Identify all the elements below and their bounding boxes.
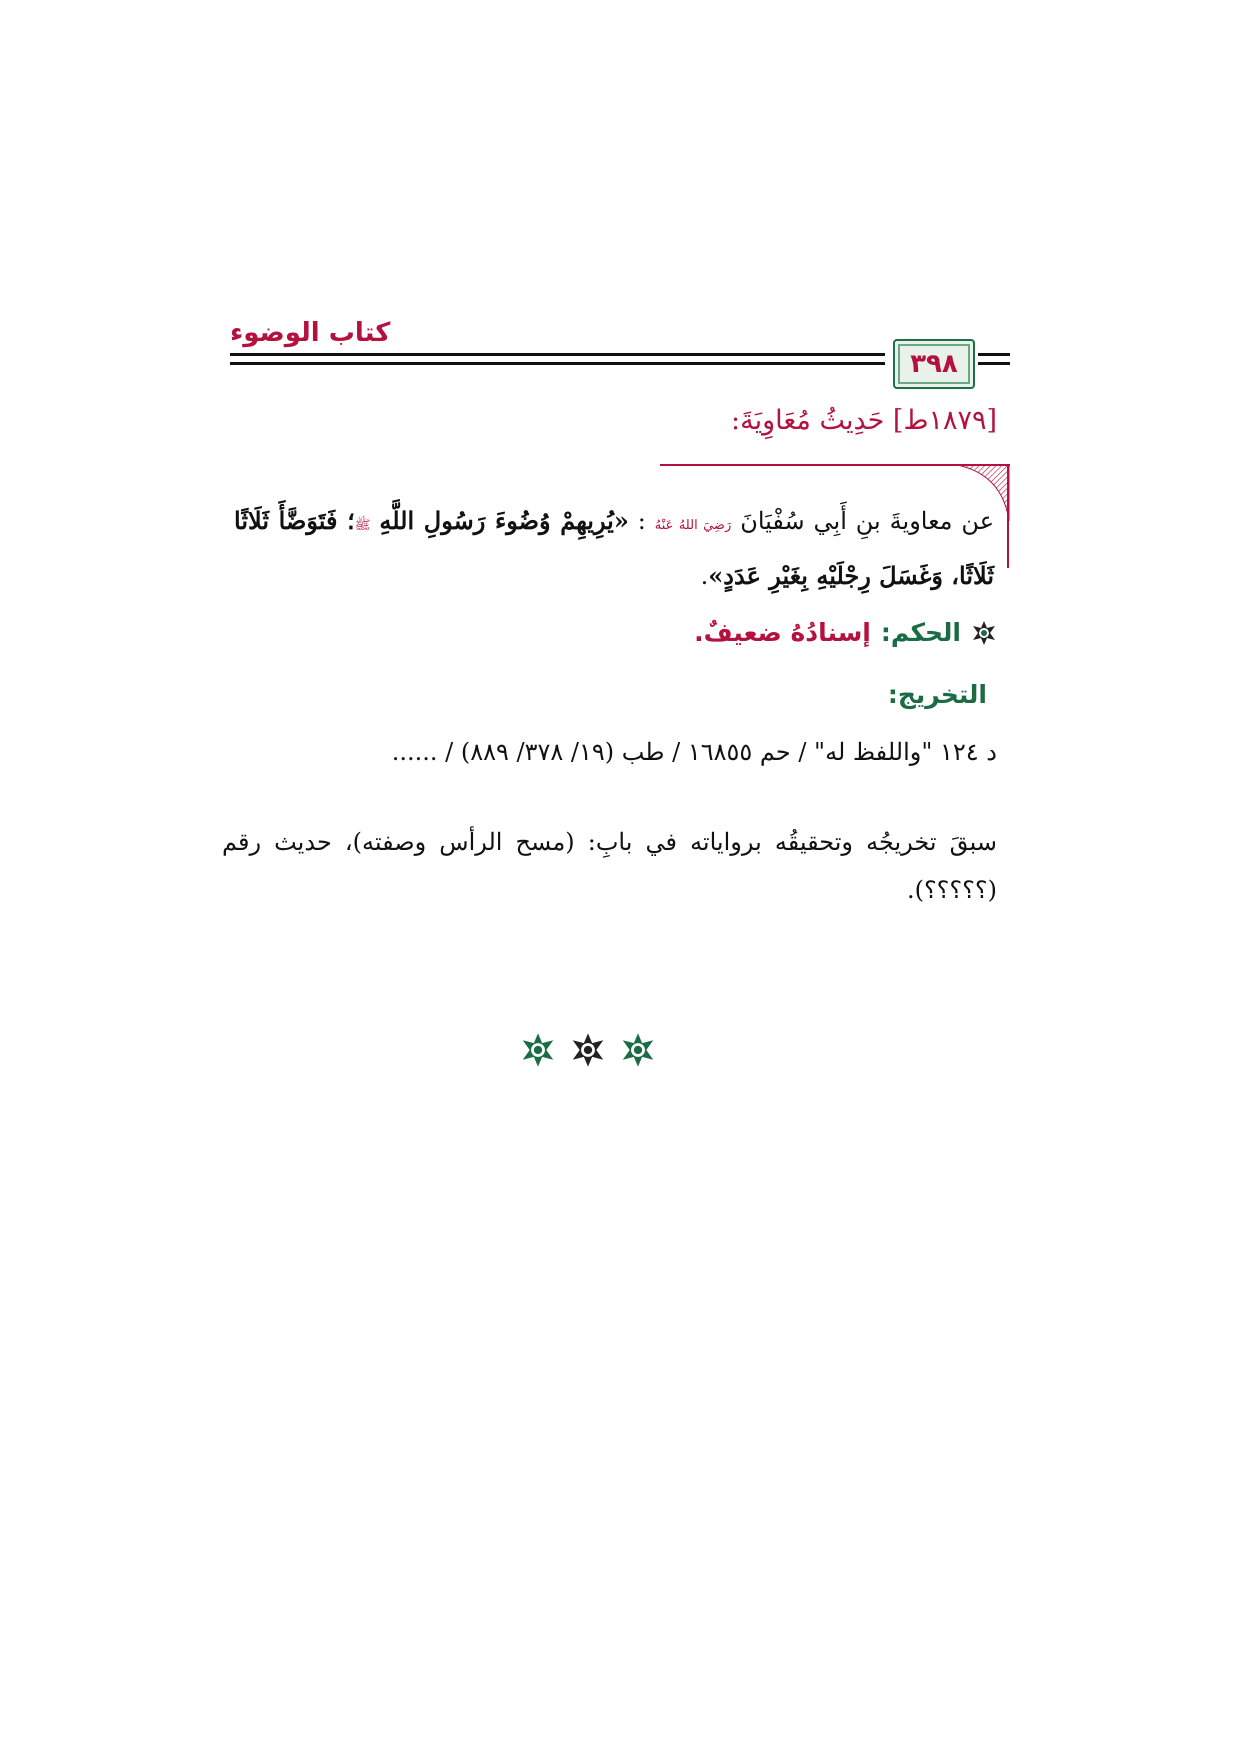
hadith-text (234, 496, 994, 601)
ornament-flower-icon (971, 620, 997, 646)
ruling-line (694, 618, 997, 647)
takhrij-sources (222, 728, 997, 776)
ruling-label: الحكم: (880, 618, 961, 647)
ornament-flower-icon (570, 1032, 606, 1068)
hadith-heading: [١٨٧٩ط] حَدِيثُ مُعَاوِيَةَ: (731, 405, 997, 436)
cross-reference: سبقَ تخريجُه وتحقيقُه برواياته في بابِ: (مسح الرأس وصفته)، حديث رقم (؟؟؟؟؟). (222, 828, 997, 904)
takhrij-end-mark: . (391, 738, 400, 766)
narration-intro: عن معاويةَ بنِ أَبِي سُفْيَانَ (740, 507, 995, 535)
hadith-matn-continued: ؛ فَتَوَضَّأَ ثَلَاثًا ثَلَاثًا، وَغَسَلَ رِجْلَيْهِ بِغَيْرِ عَدَدٍ» (234, 506, 994, 590)
book-title: كتاب الوضوء (230, 318, 391, 348)
header-rule-right-top (978, 353, 1010, 356)
header-rule-bottom (230, 362, 885, 365)
page-number-frame (893, 339, 975, 389)
takhrij-heading: التخريج: (887, 680, 987, 709)
page-number: ٣٩٨ (910, 349, 958, 379)
ornament-flower-icon (620, 1032, 656, 1068)
narration-colon: : (628, 507, 655, 535)
section-end-ornaments (520, 1032, 656, 1068)
companion-honorific: رَضِيَ اللهُ عَنْهُ (654, 518, 732, 533)
hadith-matn: «يُرِيهِمْ وُضُوءَ رَسُولِ اللَّهِ (379, 506, 629, 535)
takhrij-sources-text: د ١٢٤ "واللفظ له" / حم ١٦٨٥٥ / طب (١٩/ ٣٧٨/ ٨٨٩) / ..... (399, 738, 997, 766)
hadith-end-mark: . (700, 562, 709, 590)
header-rule-top (230, 353, 885, 356)
prophet-honorific: ﷺ (354, 518, 371, 533)
ornament-flower-icon (520, 1032, 556, 1068)
header-rule-right-bottom (978, 362, 1010, 365)
ruling-value: إسنادُهُ ضعيفٌ. (694, 618, 871, 647)
